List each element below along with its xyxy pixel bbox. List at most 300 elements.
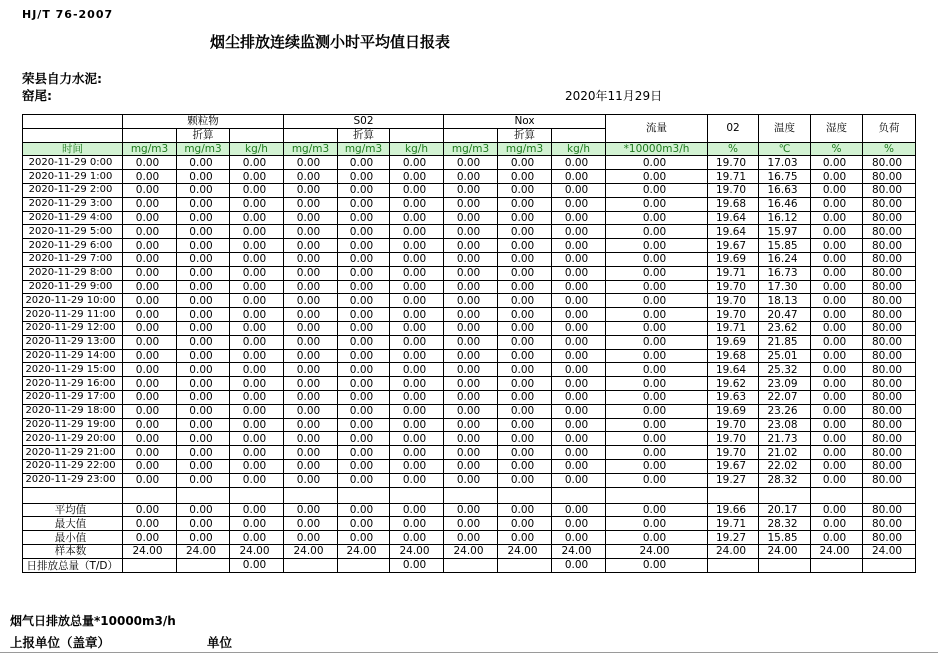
value-cell: 80.00 [863,377,916,391]
summary-row [23,517,916,531]
value-cell: 0.00 [284,170,338,184]
value-cell: 16.75 [759,170,811,184]
value-cell [284,558,338,572]
value-cell: 0.00 [338,459,390,473]
value-cell: 0.00 [123,183,177,197]
value-cell: 16.63 [759,183,811,197]
header-row-groups [23,115,916,129]
time-cell: 2020-11-29 16:00 [23,377,123,391]
value-cell [552,487,606,503]
value-cell: 0.00 [123,459,177,473]
value-cell: 0.00 [177,459,230,473]
value-cell [284,487,338,503]
value-cell: 0.00 [390,156,444,170]
value-cell: 0.00 [177,156,230,170]
time-cell: 2020-11-29 6:00 [23,239,123,253]
value-cell: 20.17 [759,503,811,517]
value-cell: 0.00 [390,280,444,294]
value-cell: 0.00 [390,531,444,545]
data-row [23,349,916,363]
value-cell: 0.00 [444,280,498,294]
value-cell: 80.00 [863,266,916,280]
value-cell: 0.00 [390,558,444,572]
value-cell: 0.00 [284,517,338,531]
value-cell: 0.00 [552,335,606,349]
value-cell: 0.00 [498,197,552,211]
value-cell: 0.00 [123,418,177,432]
value-cell: 0.00 [811,156,863,170]
value-cell: 0.00 [390,517,444,531]
summary-label-cell [23,558,123,572]
value-cell: 0.00 [177,363,230,377]
value-cell: 0.00 [390,418,444,432]
value-cell: 15.85 [759,531,811,545]
value-cell: 0.00 [444,459,498,473]
value-cell [177,487,230,503]
value-cell: 0.00 [284,531,338,545]
value-cell: 0.00 [444,183,498,197]
value-cell: 0.00 [390,197,444,211]
unit-header: % [863,142,916,156]
value-cell: 0.00 [230,531,284,545]
value-cell: 0.00 [444,473,498,487]
value-cell: 0.00 [390,321,444,335]
value-cell: 0.00 [606,432,708,446]
value-cell: 0.00 [552,266,606,280]
value-cell: 0.00 [338,446,390,460]
value-cell [863,558,916,572]
value-cell: 24.00 [390,544,444,558]
data-row [23,280,916,294]
value-cell: 80.00 [863,225,916,239]
value-cell: 0.00 [498,459,552,473]
group-header-nox: Nox [444,115,606,129]
time-cell: 2020-11-29 0:00 [23,156,123,170]
value-cell: 80.00 [863,363,916,377]
data-row [23,335,916,349]
value-cell: 0.00 [230,558,284,572]
value-cell: 0.00 [552,183,606,197]
value-cell: 0.00 [123,404,177,418]
value-cell: 0.00 [338,183,390,197]
value-cell: 0.00 [284,225,338,239]
value-cell: 0.00 [284,418,338,432]
value-cell: 0.00 [444,211,498,225]
value-cell: 0.00 [606,446,708,460]
value-cell: 0.00 [338,377,390,391]
value-cell: 0.00 [284,404,338,418]
value-cell: 24.00 [230,544,284,558]
sub-header-converted: 折算 [338,128,390,142]
value-cell: 23.09 [759,377,811,391]
value-cell: 24.00 [708,544,759,558]
value-cell: 0.00 [284,321,338,335]
value-cell: 16.46 [759,197,811,211]
scalar-header-temperature: 温度 [759,115,811,143]
value-cell: 0.00 [498,335,552,349]
value-cell: 0.00 [498,473,552,487]
value-cell: 0.00 [498,266,552,280]
value-cell: 0.00 [177,197,230,211]
value-cell: 80.00 [863,390,916,404]
value-cell: 0.00 [606,266,708,280]
unit-header: mg/m3 [177,142,230,156]
blank-cell [23,487,123,503]
unit-header: mg/m3 [338,142,390,156]
value-cell: 0.00 [177,321,230,335]
value-cell: 0.00 [390,459,444,473]
value-cell: 0.00 [498,183,552,197]
value-cell: 0.00 [123,156,177,170]
value-cell: 80.00 [863,239,916,253]
value-cell: 80.00 [863,418,916,432]
value-cell: 0.00 [390,390,444,404]
data-row [23,252,916,266]
value-cell: 0.00 [811,294,863,308]
value-cell: 15.97 [759,225,811,239]
value-cell: 0.00 [390,446,444,460]
value-cell: 0.00 [444,349,498,363]
value-cell: 0.00 [390,308,444,322]
value-cell: 0.00 [338,211,390,225]
value-cell: 0.00 [552,459,606,473]
value-cell: 0.00 [606,252,708,266]
value-cell: 0.00 [606,197,708,211]
data-row [23,446,916,460]
value-cell: 0.00 [444,225,498,239]
unit-header: mg/m3 [284,142,338,156]
value-cell: 0.00 [284,459,338,473]
value-cell [444,558,498,572]
value-cell: 0.00 [284,266,338,280]
value-cell: 0.00 [811,446,863,460]
value-cell: 0.00 [284,503,338,517]
value-cell: 0.00 [498,321,552,335]
summary-label-cell: 最小值 [23,531,123,545]
value-cell: 0.00 [284,473,338,487]
value-cell: 80.00 [863,404,916,418]
value-cell: 0.00 [390,503,444,517]
value-cell: 0.00 [230,197,284,211]
value-cell: 0.00 [606,156,708,170]
value-cell: 19.70 [708,432,759,446]
value-cell: 0.00 [177,294,230,308]
value-cell: 19.71 [708,321,759,335]
value-cell: 28.32 [759,517,811,531]
value-cell: 0.00 [444,517,498,531]
value-cell: 24.00 [177,544,230,558]
value-cell: 0.00 [606,225,708,239]
value-cell: 80.00 [863,321,916,335]
time-cell: 2020-11-29 13:00 [23,335,123,349]
value-cell: 0.00 [230,459,284,473]
value-cell: 0.00 [123,503,177,517]
value-cell: 0.00 [606,280,708,294]
value-cell: 0.00 [123,377,177,391]
data-row [23,321,916,335]
value-cell: 0.00 [606,517,708,531]
data-row [23,239,916,253]
value-cell: 80.00 [863,517,916,531]
value-cell: 80.00 [863,280,916,294]
value-cell: 0.00 [230,432,284,446]
data-row [23,377,916,391]
value-cell: 0.00 [338,280,390,294]
value-cell: 0.00 [230,321,284,335]
value-cell: 0.00 [284,446,338,460]
value-cell: 0.00 [552,239,606,253]
unit-header: % [708,142,759,156]
value-cell: 0.00 [498,377,552,391]
value-cell: 18.13 [759,294,811,308]
time-cell: 2020-11-29 18:00 [23,404,123,418]
data-row [23,418,916,432]
value-cell: 0.00 [811,418,863,432]
value-cell: 19.64 [708,211,759,225]
value-cell: 0.00 [811,517,863,531]
value-cell: 80.00 [863,432,916,446]
value-cell: 0.00 [338,363,390,377]
value-cell: 0.00 [811,404,863,418]
value-cell: 0.00 [498,503,552,517]
value-cell: 0.00 [444,170,498,184]
value-cell: 80.00 [863,531,916,545]
value-cell: 0.00 [123,349,177,363]
value-cell: 0.00 [811,503,863,517]
value-cell: 80.00 [863,473,916,487]
value-cell: 0.00 [230,377,284,391]
value-cell: 0.00 [390,432,444,446]
sub-header-converted: 折算 [498,128,552,142]
value-cell: 0.00 [338,349,390,363]
scalar-header-load: 负荷 [863,115,916,143]
unit-label: 单位 [207,635,233,650]
value-cell: 0.00 [606,404,708,418]
value-cell: 0.00 [606,183,708,197]
value-cell: 0.00 [811,280,863,294]
value-cell [444,487,498,503]
value-cell: 0.00 [284,239,338,253]
value-cell: 20.47 [759,308,811,322]
value-cell: 0.00 [177,349,230,363]
value-cell [123,487,177,503]
value-cell: 0.00 [338,308,390,322]
value-cell: 0.00 [230,390,284,404]
unit-header: mg/m3 [444,142,498,156]
value-cell: 24.00 [498,544,552,558]
value-cell: 0.00 [230,294,284,308]
value-cell: 0.00 [230,170,284,184]
value-cell: 22.07 [759,390,811,404]
value-cell: 0.00 [230,280,284,294]
value-cell: 80.00 [863,308,916,322]
company-name: 荣县自力水泥: [22,71,102,86]
value-cell: 80.00 [863,503,916,517]
report-unit-label: 上报单位（盖章） [10,635,111,650]
value-cell: 19.69 [708,252,759,266]
value-cell: 0.00 [552,418,606,432]
value-cell: 0.00 [606,335,708,349]
summary-row [23,531,916,545]
value-cell: 0.00 [811,239,863,253]
value-cell: 19.70 [708,418,759,432]
value-cell: 24.00 [338,544,390,558]
value-cell: 19.70 [708,280,759,294]
value-cell: 0.00 [498,239,552,253]
value-cell: 0.00 [444,404,498,418]
value-cell: 22.02 [759,459,811,473]
data-row [23,225,916,239]
value-cell: 0.00 [552,197,606,211]
value-cell: 0.00 [444,294,498,308]
unit-header: mg/m3 [123,142,177,156]
value-cell: 19.69 [708,335,759,349]
value-cell: 0.00 [390,294,444,308]
value-cell: 0.00 [811,308,863,322]
value-cell: 0.00 [811,211,863,225]
value-cell: 0.00 [123,446,177,460]
value-cell: 0.00 [444,363,498,377]
value-cell: 0.00 [338,170,390,184]
value-cell: 0.00 [606,503,708,517]
value-cell: 0.00 [498,294,552,308]
value-cell: 0.00 [498,225,552,239]
time-cell: 2020-11-29 1:00 [23,170,123,184]
value-cell: 0.00 [606,459,708,473]
value-cell: 0.00 [606,308,708,322]
value-cell: 0.00 [552,170,606,184]
value-cell: 24.00 [552,544,606,558]
value-cell: 0.00 [177,390,230,404]
unit-header: kg/h [390,142,444,156]
data-row [23,197,916,211]
value-cell: 0.00 [338,294,390,308]
value-cell: 0.00 [123,531,177,545]
summary-row [23,503,916,517]
value-cell [123,558,177,572]
time-cell: 2020-11-29 23:00 [23,473,123,487]
value-cell: 23.26 [759,404,811,418]
value-cell: 0.00 [498,390,552,404]
value-cell: 0.00 [338,335,390,349]
value-cell: 24.00 [444,544,498,558]
report-table-body [23,156,916,572]
value-cell: 0.00 [811,531,863,545]
group-header-particulate: 颗粒物 [123,115,284,129]
value-cell: 0.00 [338,390,390,404]
daily-total-label: 日排放总量（T/D） [26,559,118,572]
data-row [23,183,916,197]
value-cell: 0.00 [498,349,552,363]
value-cell: 0.00 [444,531,498,545]
value-cell: 80.00 [863,294,916,308]
value-cell: 24.00 [606,544,708,558]
time-cell: 2020-11-29 4:00 [23,211,123,225]
time-cell: 2020-11-29 2:00 [23,183,123,197]
value-cell: 0.00 [284,183,338,197]
value-cell: 0.00 [123,335,177,349]
value-cell: 0.00 [498,446,552,460]
data-row [23,156,916,170]
value-cell: 24.00 [123,544,177,558]
value-cell: 0.00 [552,432,606,446]
header-row-units [23,142,916,156]
value-cell: 0.00 [811,432,863,446]
time-cell: 2020-11-29 20:00 [23,432,123,446]
value-cell: 19.68 [708,197,759,211]
value-cell [338,487,390,503]
value-cell: 0.00 [123,225,177,239]
time-cell: 2020-11-29 22:00 [23,459,123,473]
value-cell: 0.00 [811,377,863,391]
value-cell: 0.00 [811,335,863,349]
value-cell: 0.00 [123,308,177,322]
data-row [23,294,916,308]
value-cell: 0.00 [177,170,230,184]
value-cell: 19.70 [708,183,759,197]
value-cell: 0.00 [177,503,230,517]
value-cell: 0.00 [123,517,177,531]
value-cell: 16.73 [759,266,811,280]
value-cell: 0.00 [177,183,230,197]
value-cell: 0.00 [444,252,498,266]
value-cell: 0.00 [552,446,606,460]
value-cell [708,487,759,503]
value-cell: 0.00 [338,473,390,487]
value-cell: 0.00 [284,335,338,349]
value-cell: 0.00 [230,349,284,363]
blank-row [23,487,916,503]
value-cell: 0.00 [606,531,708,545]
value-cell: 0.00 [338,531,390,545]
value-cell: 0.00 [284,432,338,446]
value-cell: 19.67 [708,459,759,473]
report-date: 2020年11月29日 [565,89,663,103]
value-cell: 0.00 [338,517,390,531]
value-cell: 0.00 [390,473,444,487]
value-cell: 80.00 [863,446,916,460]
value-cell [606,487,708,503]
value-cell: 0.00 [123,390,177,404]
value-cell: 0.00 [552,473,606,487]
value-cell: 0.00 [606,170,708,184]
value-cell: 0.00 [390,183,444,197]
data-row [23,266,916,280]
value-cell: 0.00 [498,363,552,377]
value-cell: 0.00 [811,197,863,211]
value-cell: 0.00 [811,363,863,377]
value-cell: 0.00 [390,404,444,418]
value-cell: 0.00 [811,321,863,335]
value-cell: 0.00 [338,404,390,418]
value-cell: 0.00 [123,197,177,211]
corner-cell [23,128,123,142]
value-cell: 0.00 [230,308,284,322]
value-cell: 0.00 [498,252,552,266]
time-cell: 2020-11-29 7:00 [23,252,123,266]
value-cell: 80.00 [863,211,916,225]
value-cell [390,487,444,503]
unit-header: % [811,142,863,156]
value-cell: 0.00 [284,390,338,404]
report-title: 烟尘排放连续监测小时平均值日报表 [209,33,450,51]
value-cell: 80.00 [863,335,916,349]
value-cell: 0.00 [230,517,284,531]
value-cell: 17.30 [759,280,811,294]
value-cell: 0.00 [498,432,552,446]
value-cell: 0.00 [444,156,498,170]
time-cell: 2020-11-29 5:00 [23,225,123,239]
